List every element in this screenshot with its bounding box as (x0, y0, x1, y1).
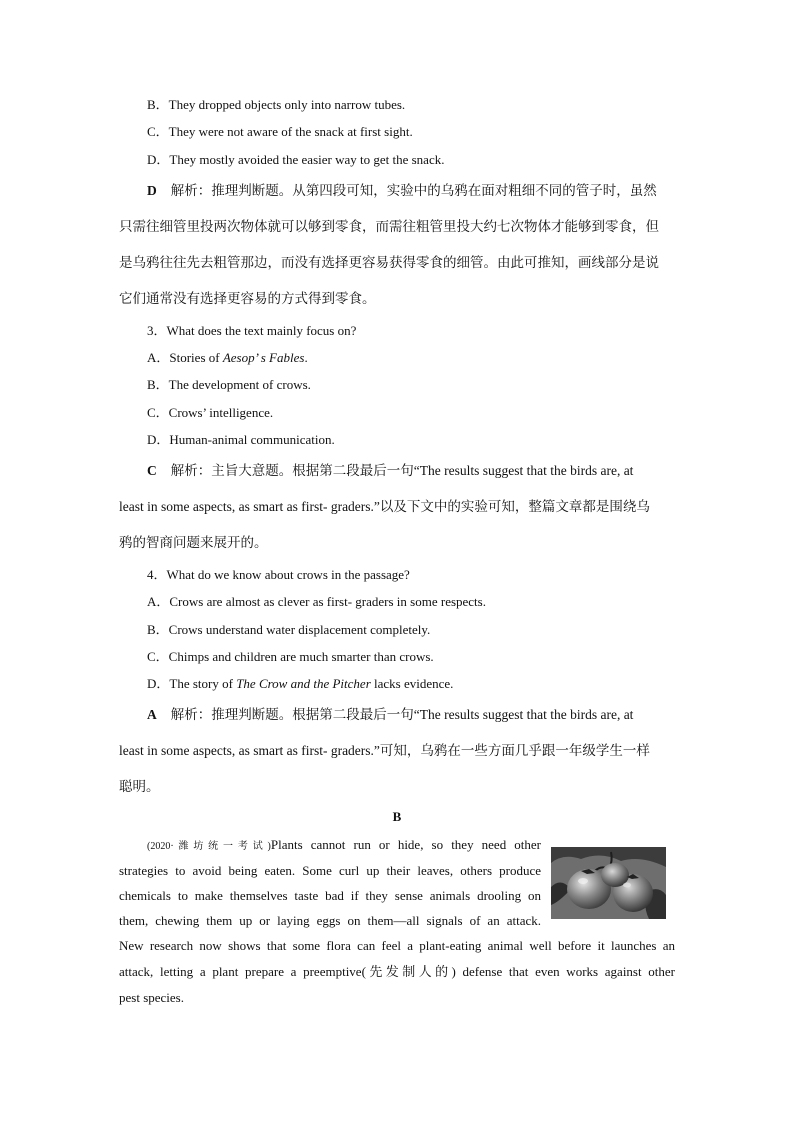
q2-option-c: C．They were not aware of the snack at first sight. (147, 124, 413, 139)
q2-analysis-line3: 是乌鸦往往先去粗管那边，而没有选择更容易获得零食的细管。由此可推知，画线部分是说 (119, 255, 659, 270)
q3-stem: 3．What does the text mainly focus on? (147, 323, 357, 338)
q3-answer: C (147, 463, 157, 478)
passage-line3: chemicals to make themselves taste bad if they sense animals drooling on (119, 888, 541, 903)
q2-analysis-line2: 只需往细管里投两次物体就可以够到零食，而需往粗管里投大约七次物体才能够到零食，但 (119, 219, 659, 234)
q4-analysis-line1: A 解析：推理判断题。根据第二段最后一句“The results suggest that the birds are, at (147, 707, 634, 722)
q2-option-d: D．They mostly avoided the easier way to get the snack. (147, 152, 445, 167)
q3-option-c: C．Crows’ intelligence. (147, 405, 274, 420)
q4-analysis-line2: least in some aspects, as smart as first- graders.”可知，乌鸦在一些方面几乎跟一年级学生一样 (119, 743, 650, 758)
q2-analysis-line1: D 解析：推理判断题。从第四段可知，实验中的乌鸦在面对粗细不同的管子时，虽然 (147, 183, 657, 198)
passage-line7: pest species. (119, 990, 184, 1005)
q3-option-a: A．Stories of Aesop’ s Fables. (147, 350, 308, 365)
passage-line5: New research now shows that some flora can feel a plant-eating animal well before it launches an (119, 938, 675, 953)
passage-source: (2020·潍坊统一考试) (147, 841, 271, 852)
q4-stem: 4．What do we know about crows in the passage? (147, 567, 410, 582)
passage-line4: them, chewing them up or laying eggs on them—all signals of an attack. (119, 913, 541, 928)
q4-option-d: D．The story of The Crow and the Pitcher lacks evidence. (147, 676, 454, 691)
q3-analysis-line2: least in some aspects, as smart as first- graders.”以及下文中的实验可知，整篇文章都是围绕乌 (119, 499, 650, 514)
q4-option-a: A．Crows are almost as clever as first- graders in some respects. (147, 594, 486, 609)
q3-analysis-line1: C 解析：主旨大意题。根据第二段最后一句“The results suggest that the birds are, at (147, 463, 634, 478)
passage-line1: (2020·潍坊统一考试)Plants cannot run or hide, so they need other (147, 837, 541, 852)
q3-option-d: D．Human-animal communication. (147, 432, 335, 447)
passage-line6: attack, letting a plant prepare a preemptive(先发制人的) defense that even works against other (119, 964, 675, 979)
q2-option-b: B．They dropped objects only into narrow tubes. (147, 97, 406, 112)
q2-analysis-line4: 它们通常没有选择更容易的方式得到零食。 (119, 291, 376, 306)
passage-line2: strategies to avoid being eaten. Some curl up their leaves, others produce (119, 863, 541, 878)
q3-analysis-line3: 鸦的智商问题来展开的。 (119, 535, 268, 550)
q4-option-c: C．Chimps and children are much smarter than crows. (147, 649, 434, 664)
section-b-heading: B (392, 809, 402, 824)
q4-analysis-line3: 聪明。 (119, 779, 160, 794)
q4-answer: A (147, 707, 157, 722)
q2-answer: D (147, 183, 157, 198)
tomato-plant-photo (551, 847, 666, 919)
q4-option-b: B．Crows understand water displacement completely. (147, 622, 431, 637)
q3-option-b: B．The development of crows. (147, 377, 311, 392)
